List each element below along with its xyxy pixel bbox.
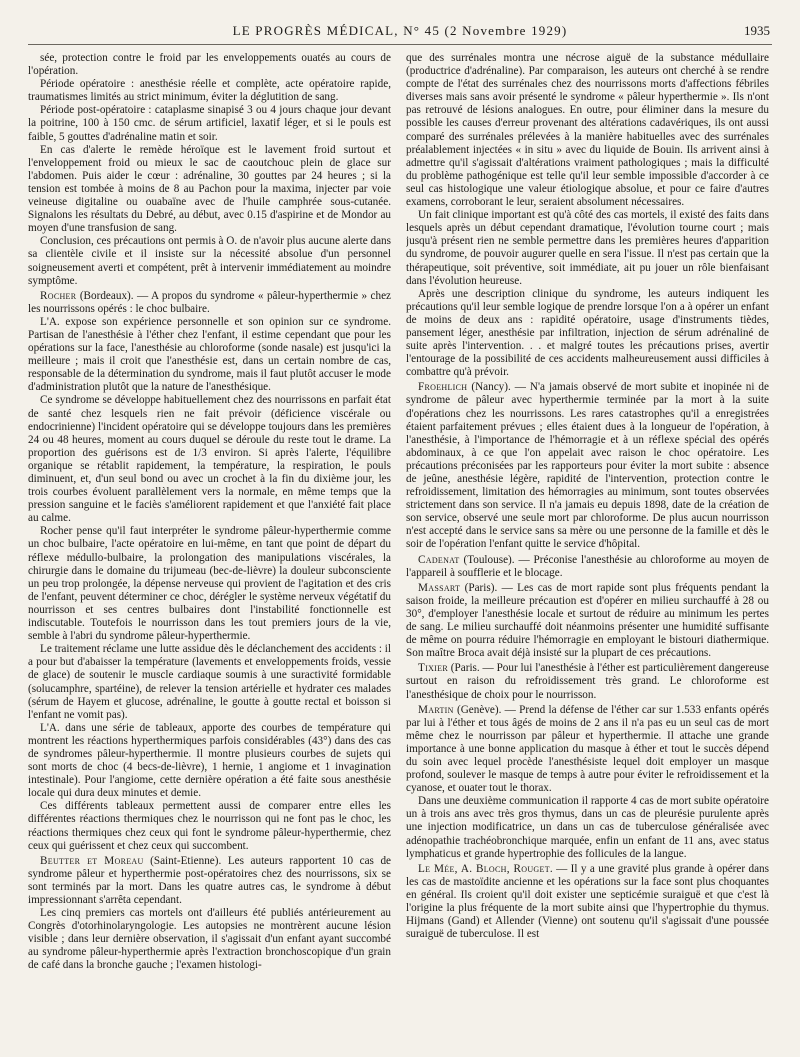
paragraph xyxy=(406,209,769,288)
paragraph xyxy=(28,800,391,852)
running-header xyxy=(28,22,772,45)
paragraph-text: (Nancy). — N'a jamais observé de mort subite et inopinée ni de syndrome de pâleur avec hyperthermie terminée par la mort à la suite d'opérations chez les nourrissons. Les rares catastrophes qu'il a enregistrées étaient parfaitement prévues ; elles étaient dues à la longueur de l'opération, à l'anesthésie, à l'importance de l'hémorragie et à un réflexe spécial des opérés abdominaux, à ce que l'on appelait avec raison le choc opératoire. Les précautions préconisées par les rapporteurs pour éviter la mort subite : absence de jeûne, anesthésie légère, rapidité de l'intervention, protection contre le refroidissement, limitation des hémorragies au minimum, sont toutes observées strictement dans son service. Il n'a jamais eu depuis 1898, date de la création de son service, observé une seule mort par chloroforme. De plus aucun nourrisson n'est accepté dans le service sans sa mère ou une personne de la famille et dès le soir de l'opération l'enfant quitte le service d'hôpital. xyxy=(406,381,769,551)
author-entry xyxy=(406,381,769,551)
paragraph-text: Rocher pense qu'il faut interpréter le syndrome pâleur-hyperthermie comme un choc bulbaire, l'acte opératoire en lui-même, en tant que point de départ du réflexe médullo-bulbaire, la prolongation des manipulations viscérales, la chirurgie dans le domaine du trijumeau (bec-de-lièvre) la douleur subconsciente un peu trop prolongée, la dépense nerveuse qui provient de l'agitation et des cris de l'enfant, peuvent déterminer ce choc, dérégler le système nerveux végétatif du nourrisson et ses centres bulbaires dont l'instabilité fonctionnelle est indiscutable. Toutefois le nourrisson dans les tout premiers jours de la vie, semble à l'abri du syndrome pâleur-hyperthermie. xyxy=(28,525,391,643)
paragraph-text: sée, protection contre le froid par les enveloppements ouatés au cours de l'opération. xyxy=(28,52,391,78)
author-name: Froehlich xyxy=(418,381,468,394)
author-name: Tixier xyxy=(418,662,448,675)
paragraph xyxy=(28,722,391,801)
paragraph-text: (Saint-Etienne). Les auteurs rapportent 10 cas de syndrome pâleur et hyperthermie post-opératoires chez des nourrissons, six se sont terminés par la mort. Dans les quatre autres cas, le syndrome à début impressionnant s'arrêta cependant. xyxy=(28,854,391,906)
paragraph-text: . — Il y a une gravité plus grande à opérer dans les cas de mastoïdite ancienne et les opérations sur la face sont plus choquantes en général. Ils croient qu'il doit exister une septicémie suraiguë et que c'est là l'origine la plus fréquente de la mort subite ainsi que l'hypertrophie du thymus. Hijmans (Gand) et Allender (Vienne) ont soutenu qu'il s'agissait d'une poussée suraiguë de tuberculose. Il est xyxy=(406,862,769,941)
paragraph xyxy=(28,235,391,287)
author-entry xyxy=(406,704,769,796)
paragraph xyxy=(28,144,391,236)
paragraph-text: Un fait clinique important est qu'à côté des cas mortels, il existé des faits dans lesquels après un début cependant dramatique, l'évolution tourne court ; mais jusqu'à présent rien ne semble permettre dans les premières heures d'apparition du syndrome, de pouvoir augurer quelle en sera l'issue. Il n'est pas certain que la thérapeutique, soit préventive, soit immédiate, ait pu jouer un rôle bienfaisant dans l'évolution heureuse. xyxy=(406,209,769,287)
paragraph-text: L'A. expose son expérience personnelle et son opinion sur ce syndrome. Partisan de l'anesthésie à l'éther chez l'enfant, il estime cependant que pour les opérations sur la face, l'anesthésie au chloroforme (sonde nasale) est jusqu'ici la meilleure ; mais il croit que l'anesthésie est, dans un certain nombre de cas, responsable de la détermination du syndrome, mais il faut plutôt accuser le mode d'administration plutôt que la nature de l'anesthésique. xyxy=(28,315,391,394)
paragraph-text: Le traitement réclame une lutte assidue dès le déclanchement des accidents : il a pour but d'abaisser la température (lavements et enveloppements froids, vessie de glace) de soutenir le muscle cardiaque soumis à une suractivité formidable (solucamphre, spartéine), de relever la tension artérielle et hydrater ces malades (sérum de Hayem et glucose, adrénaline, le goutte à goutte rectal et boisson si l'enfant ne vomit pas). xyxy=(28,643,391,721)
paragraph xyxy=(406,52,769,209)
paragraph-text: Après une description clinique du syndrome, les auteurs indiquent les précautions qu'il leur semble logique de prendre lorsque l'on a à opérer un enfant de moins de deux ans : rapidité opératoire, usage d'instruments tièdes, pansement léger, anesthésie par infiltration, injection de sérum adrénaliné de suite après l'intervention. . . et malgré toutes les précautions prises, avertir l'entourage de la possibilité de ces accidents malheureusement aussi difficiles à combattre qu'à prévoir. xyxy=(406,287,769,379)
paragraph-text: Dans une deuxième communication il rapporte 4 cas de mort subite opératoire un à trois ans avec très gros thymus, dans un cas de pleurésie purulente après une injection modificatrice, un dans un cas de tuberculose généralisée avec adénopathie trachéobronchique marquée, enfin un enfant de 11 ans, avec status lymphaticus et grande hypertrophie des follicules de la langue. xyxy=(406,795,769,860)
author-name: Cadenat xyxy=(418,553,460,566)
right-column xyxy=(406,52,769,1047)
paragraph xyxy=(28,104,391,143)
paragraph-text: En cas d'alerte le remède héroïque est le lavement froid surtout et l'enveloppement froid ou mieux le sac de caoutchouc plein de glace sur l'abdomen. Puis aider le cœur : adrénaline, 30 gouttes par 24 heures ; si la tension est tombée à moins de 8 au Pachon pour la maxima, injecter par voie veineuse digitaline ou ouabaïne avec de l'huile camphrée sous-cutanée. Signalons les résultats du Debré, au début, avec 0.15 d'aspirine et de Mondor au moyen d'une transfusion de sang. xyxy=(28,143,391,235)
paragraph xyxy=(406,795,769,860)
paragraph xyxy=(28,643,391,722)
paragraph-text: Ces différents tableaux permettent aussi de comparer entre elles les différentes réactions thermiques chez le nourrisson qui ne font pas le choc, les réactions thermiques chez ceux qui font le syndrome pâleur-hyperthermie, chez ceux qui guérissent et chez ceux qui succombent. xyxy=(28,800,391,852)
page-number: 1935 xyxy=(744,23,770,38)
paragraph xyxy=(28,78,391,104)
author-name: Massart xyxy=(418,581,461,594)
paragraph xyxy=(28,907,391,972)
paragraph xyxy=(406,288,769,380)
paragraph xyxy=(28,394,391,525)
author-entry xyxy=(406,554,769,580)
paragraph-text: Ce syndrome se développe habituellement chez des nourrissons en parfait état de santé chez lesquels rien ne fait prévoir (déficience viscérale ou endocrinienne) l'incident opératoire qui se développe toujours dans les premières 24 ou 48 heures, moment au cours duquel se déroule du reste tout le drame. La proportion des guérisons est de 1/3 environ. Si après l'alerte, l'équilibre organique se rétablit rapidement, la température, la respiration, le pouls diminuent, et, d'un seul bond ou avec un crochet à la fin du dixième jour, les trois courbes évoluent parallèlement vers la normale, en même temps que la pression sanguine et le faciès s'améliorent rapidement et que l'anxiété fait place au calme. xyxy=(28,394,391,525)
paragraph-text: Période post-opératoire : cataplasme sinapisé 3 ou 4 jours chaque jour devant la poitrine, 100 à 150 cmc. de sérum artificiel, laxatif léger, et si le pouls est faible, 5 gouttes d'adrénaline matin et soir. xyxy=(28,104,391,143)
paragraph xyxy=(28,52,391,78)
paragraph-text: Période opératoire : anesthésie réelle et complète, acte opératoire rapide, traumatismes limités au strict minimum, éviter la déglutition de sang. xyxy=(28,78,391,104)
left-column xyxy=(28,52,391,1047)
paragraph-text: (Paris. — Pour lui l'anesthésie à l'éther est particulièrement dangereuse surtout en raison du refroidissement très grand. Le chloroforme est l'anesthésique de choix pour le nourrisson. xyxy=(406,662,769,701)
author-name: Beutter et Moreau xyxy=(40,854,144,867)
author-entry xyxy=(28,290,391,316)
author-entry xyxy=(406,863,769,942)
paragraph-text: Conclusion, ces précautions ont permis à O. de n'avoir plus aucune alerte dans sa clientèle civile et il insiste sur la nécessité absolue d'un personnel soigneusement averti et compétent, prêt à intervenir immédiatement au moindre symptôme. xyxy=(28,235,391,287)
paragraph xyxy=(28,316,391,395)
author-entry xyxy=(406,662,769,701)
author-name: Le Mée, A. Bloch, Rouget xyxy=(418,862,550,875)
paragraph-text: (Genève). — Prend la défense de l'éther car sur 1.533 enfants opérés par lui à l'éther et tous âgés de moins de 2 ans il n'a pas eu un seul cas de mort même chez le nourrisson par pâleur et hyperthermie. Il attache une grande importance à une bonne application du masque à éther et tout le succès dépend du soin avec lequel procède l'anesthésiste lequel doit employer un masque profond, soulever le masque de temps à autre pour éviter le refroidissement et la cyanose, et ouater tout le thorax. xyxy=(406,703,769,795)
paragraph-text: Les cinq premiers cas mortels ont d'ailleurs été publiés antérieurement au Congrès d'otorhinolaryngologie. Les autopsies ne montrèrent aucune lésion visible ; dans leur dernière observation, il s'agissait d'un enfant ayant succombé au syndrome pâleur-hyperthermie après l'extraction bronchoscopique d'un grain de café dans la bronche gauche ; l'examen histologi- xyxy=(28,907,391,972)
author-name: Martin xyxy=(418,703,454,716)
paragraph-text: (Toulouse). — Préconise l'anesthésie au chloroforme au moyen de l'appareil à soufflerie et le blocage. xyxy=(406,553,769,579)
running-title: LE PROGRÈS MÉDICAL, N° 45 (2 Novembre 1929) xyxy=(232,23,568,38)
author-entry xyxy=(28,855,391,907)
paragraph-text: L'A. dans une série de tableaux, apporte des courbes de température qui montrent les réactions hyperthermiques parfois considérables (43°) dans des cas de syndromes pâleur-hyperthermie. Il montre plusieurs courbes de sujets qui sont morts de choc (4 becs-de-lièvre), 1 hernie, 1 angiome et 1 invagination intestinale). Pour l'angiome, cette dernière opération a été faite sous anesthésie locale qui dura deux minutes et demie. xyxy=(28,721,391,800)
author-entry xyxy=(406,582,769,661)
paragraph-text: que des surrénales montra une nécrose aiguë de la substance médullaire (productrice d'adrénaline). Par comparaison, les auteurs ont cherché à se rendre compte de l'état des surrénales chez des nourrissons morts d'affections fébriles diverses mais sans avoir présenté le syndrome « pâleur hyperthermie ». Ils n'ont pas retrouvé de lésions analogues. En outre, pour éliminer dans la mesure du possible les causes d'erreur provenant des altérations cadavériques, ils ont aussi comparé des surrénales prélevées à la manière habituelles avec des surrénales préalablement injectées « in situ » avec du liquide de Bouin. Ils arrivent ainsi à admettre qu'il s'agissait d'altérations vraiment pathologiques ; mais la difficulté du problème pathogénique est telle qu'il leur semble impossible d'accorder à ce seul cas histologique une valeur étiologique absolue, et pour ce faire d'autres examens, corroborant le leur, seraient absolument nécessaires. xyxy=(406,52,769,209)
paragraph-text: (Bordeaux). — A propos du syndrome « pâleur-hyperthermie » chez les nourrissons opérés : le choc bulbaire. xyxy=(28,289,391,315)
paragraph-text: (Paris). — Les cas de mort rapide sont plus fréquents pendant la saison froide, la meilleure précaution est d'opérer en milieu surchauffé à 28 ou 30°, d'employer l'anesthésie locale et surtout de réduire au minimum les pertes de sang. Le milieu surchauffé doit néanmoins présenter une humidité suffisante de même on pourra réduire l'hémorragie en employant le bistouri diathermique. Son maître Broca avait déjà insisté sur la plupart de ces précautions. xyxy=(406,581,769,660)
author-name: Rocher xyxy=(40,289,77,302)
paragraph xyxy=(28,525,391,643)
